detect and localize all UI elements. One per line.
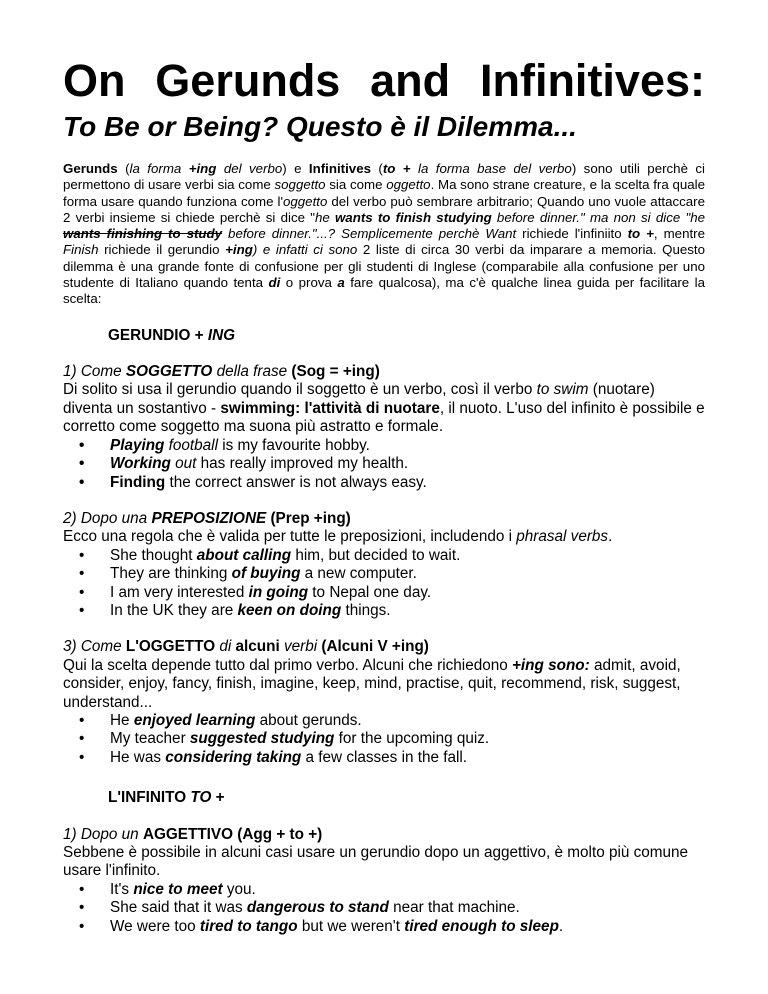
intro-text: Infinitives — [308, 161, 371, 176]
intro-text: ) sono utili perchè ci permettono di usare verbi sia come — [63, 161, 705, 193]
para-text: Ecco una regola che è valida per tutte le preposizioni, includendo i — [63, 528, 517, 546]
heading-text: TO — [190, 789, 212, 807]
example-list — [63, 712, 705, 767]
intro-text: +ing — [188, 161, 217, 176]
document-page — [63, 54, 705, 936]
example-text: about calling — [196, 546, 292, 564]
section-gerund-preposition — [63, 510, 705, 620]
example-text: nice to meet — [133, 880, 223, 898]
list-item — [63, 474, 705, 492]
example-list — [63, 547, 705, 621]
para-text: phrasal verbs — [516, 528, 609, 546]
intro-text: ) e — [282, 161, 309, 176]
page-title: On Gerunds and Infinitives: — [63, 55, 705, 106]
example-text: keen on doing — [237, 601, 342, 619]
heading-text: 1) Come — [63, 363, 126, 381]
intro-text: di — [268, 275, 281, 291]
example-text: They are thinking — [110, 565, 232, 583]
para-text: , il nuoto. L'uso del infinito è possibile e corretto come soggetto ma suona più astratto e formale. — [63, 399, 705, 436]
example-text: the correct answer is not always easy. — [165, 473, 427, 491]
section-heading — [63, 638, 705, 656]
section-heading — [63, 510, 705, 528]
example-text: considering taking — [165, 748, 302, 766]
intro-text: la forma — [129, 161, 189, 176]
example-text: of buying — [231, 565, 301, 583]
intro-text: Gerunds — [63, 161, 118, 176]
section-infinitive-adjective — [63, 826, 705, 936]
example-text: about gerunds. — [255, 711, 362, 729]
para-text: . — [608, 528, 613, 546]
heading-text: SOGGETTO — [125, 363, 213, 381]
list-item — [63, 584, 705, 602]
section-paragraph: Sebbene è possibile in alcuni casi usare un gerundio dopo un aggettivo, è molto più comune usare l'infinito. — [63, 844, 689, 880]
heading-text: (Prep +ing) — [266, 509, 351, 527]
heading-text: verbi — [279, 638, 322, 656]
intro-text: Want — [485, 226, 517, 242]
example-text: I am very interested — [110, 583, 249, 601]
heading-text: di — [215, 638, 236, 656]
example-text: dangerous to stand — [246, 899, 389, 917]
intro-text: to + — [382, 161, 411, 176]
list-item — [63, 918, 705, 936]
page-subtitle: To Be or Being? Questo è il Dilemma... — [63, 111, 577, 142]
section-heading — [63, 363, 705, 381]
intro-text: wants to finish studying — [334, 209, 492, 225]
list-item — [63, 712, 705, 730]
heading-text: AGGETTIVO — [142, 825, 234, 843]
intro-paragraph — [63, 161, 705, 308]
gerund-heading — [108, 327, 705, 345]
infinitive-heading — [108, 789, 705, 807]
example-text: suggested studying — [189, 730, 335, 748]
intro-text: richiede il gerundio — [98, 242, 226, 258]
heading-text: (Sog = +ing) — [291, 363, 380, 381]
example-text: for the upcoming quiz. — [334, 730, 490, 748]
intro-text: sia come — [325, 177, 387, 193]
section-paragraph — [63, 381, 705, 436]
struck-example: wants finishing to study — [63, 226, 223, 242]
example-text: Playing — [110, 436, 165, 454]
list-item — [63, 899, 705, 917]
list-item — [63, 881, 705, 899]
intro-text: la forma base del verbo — [410, 161, 572, 176]
intro-text: del verbo può sembrare arbitrario; Quando uno vuole attaccare 2 verbi insieme si chiede perchè si dice " — [63, 193, 705, 225]
para-text: +ing sono: — [511, 656, 590, 674]
example-text: is my favourite hobby. — [217, 436, 370, 454]
example-list — [63, 881, 705, 936]
heading-text: della frase — [212, 363, 292, 381]
intro-text: ( — [371, 161, 383, 176]
intro-text: o prova — [280, 275, 338, 291]
heading-text: + — [211, 789, 225, 807]
para-text: (nuotare) diventa un sostantivo - — [63, 381, 655, 417]
example-list — [63, 437, 705, 492]
example-text: near that machine. — [388, 899, 520, 917]
example-text: My teacher — [110, 730, 190, 748]
example-text: but we weren't — [297, 917, 405, 935]
example-text: out — [170, 455, 197, 473]
intro-text: +ing — [225, 242, 253, 258]
intro-text: . Ma sono strane creature, e la scelta fra quale forma usare quando funziona come l' — [63, 177, 705, 209]
intro-text: he — [314, 209, 335, 225]
example-text: She thought — [110, 546, 197, 564]
intro-text: to + — [627, 226, 654, 242]
example-text: Working — [110, 455, 171, 473]
example-text: Finding — [110, 473, 166, 491]
para-text: Di solito si usa il gerundio quando il soggetto è un verbo, così il verbo — [63, 381, 537, 399]
intro-text: before dinner." ma non si dice "he — [491, 209, 705, 225]
example-text: tired to tango — [199, 917, 298, 935]
heading-text: GERUNDIO + — [108, 326, 208, 344]
intro-text: ( — [117, 161, 130, 176]
heading-text: ING — [207, 326, 236, 344]
example-text: She said that it was — [110, 899, 247, 917]
example-text: in going — [248, 583, 309, 601]
heading-text: 3) Come — [63, 638, 126, 656]
example-text: to Nepal one day. — [308, 583, 432, 601]
list-item — [63, 749, 705, 767]
intro-text: richiede l'infiniito — [516, 226, 628, 242]
heading-text: alcuni — [235, 638, 280, 656]
intro-text: oggetto — [386, 177, 431, 193]
intro-text: oggetto — [282, 193, 328, 209]
heading-text: 2) Dopo una — [63, 509, 152, 527]
para-text: Qui la scelta depende tutto dal primo verbo. Alcuni che richiedono — [63, 656, 512, 674]
list-item — [63, 455, 705, 473]
heading-text: (Agg + to +) — [233, 825, 323, 843]
heading-text: (Alcuni V +ing) — [321, 638, 429, 656]
intro-text: del verbo — [216, 161, 283, 176]
section-gerund-object — [63, 638, 705, 767]
section-gerund-subject — [63, 363, 705, 492]
example-text: . — [558, 917, 564, 935]
intro-text: 2 liste di circa 30 verbi da imparare a memoria. Questo dilemma è una grande fonte di confusione per gli studenti di Inglese (comparabile alla confusione per uno studente di Italiano quando tenta — [63, 242, 705, 291]
example-text: things. — [341, 601, 391, 619]
heading-text: PREPOSIZIONE — [151, 509, 267, 527]
heading-text: L'INFINITO — [108, 789, 191, 807]
section-heading — [63, 826, 705, 844]
para-text: swimming: l'attività di nuotare — [220, 399, 440, 417]
para-text: admit, avoid, consider, enjoy, fancy, finish, imagine, keep, mind, practise, quit, recommend, risk, suggest, understand... — [63, 656, 681, 711]
example-text: He — [110, 711, 134, 729]
example-text: football — [164, 436, 218, 454]
example-text: We were too — [110, 917, 200, 935]
example-text: tired enough to sleep — [404, 917, 559, 935]
list-item — [63, 730, 705, 748]
intro-text: Finish — [63, 242, 99, 258]
example-text: It's — [110, 880, 134, 898]
example-text: He was — [110, 748, 166, 766]
intro-text: a — [337, 275, 345, 291]
example-text: has really improved my health. — [196, 455, 409, 473]
example-text: you. — [222, 880, 256, 898]
heading-text: L'OGGETTO — [125, 638, 216, 656]
list-item — [63, 602, 705, 620]
list-item — [63, 547, 705, 565]
example-text: a few classes in the fall. — [301, 748, 468, 766]
intro-text: , mentre — [653, 226, 705, 242]
example-text: In the UK they are — [110, 601, 238, 619]
section-paragraph — [63, 657, 705, 712]
list-item — [63, 437, 705, 455]
list-item — [63, 565, 705, 583]
example-text: a new computer. — [300, 565, 417, 583]
example-text: enjoyed learning — [133, 711, 256, 729]
intro-text: before dinner."...? Semplicemente perchè — [222, 226, 486, 242]
intro-text: soggetto — [274, 177, 326, 193]
example-text: him, but decided to wait. — [291, 546, 461, 564]
para-text: to swim — [536, 381, 589, 399]
heading-text: 1) Dopo un — [63, 825, 143, 843]
intro-text: ) e infatti ci sono — [252, 242, 358, 258]
intro-text: fare qualcosa), ma c'è qualche linea guida per facilitare la scelta: — [63, 275, 705, 307]
section-paragraph — [63, 528, 705, 546]
